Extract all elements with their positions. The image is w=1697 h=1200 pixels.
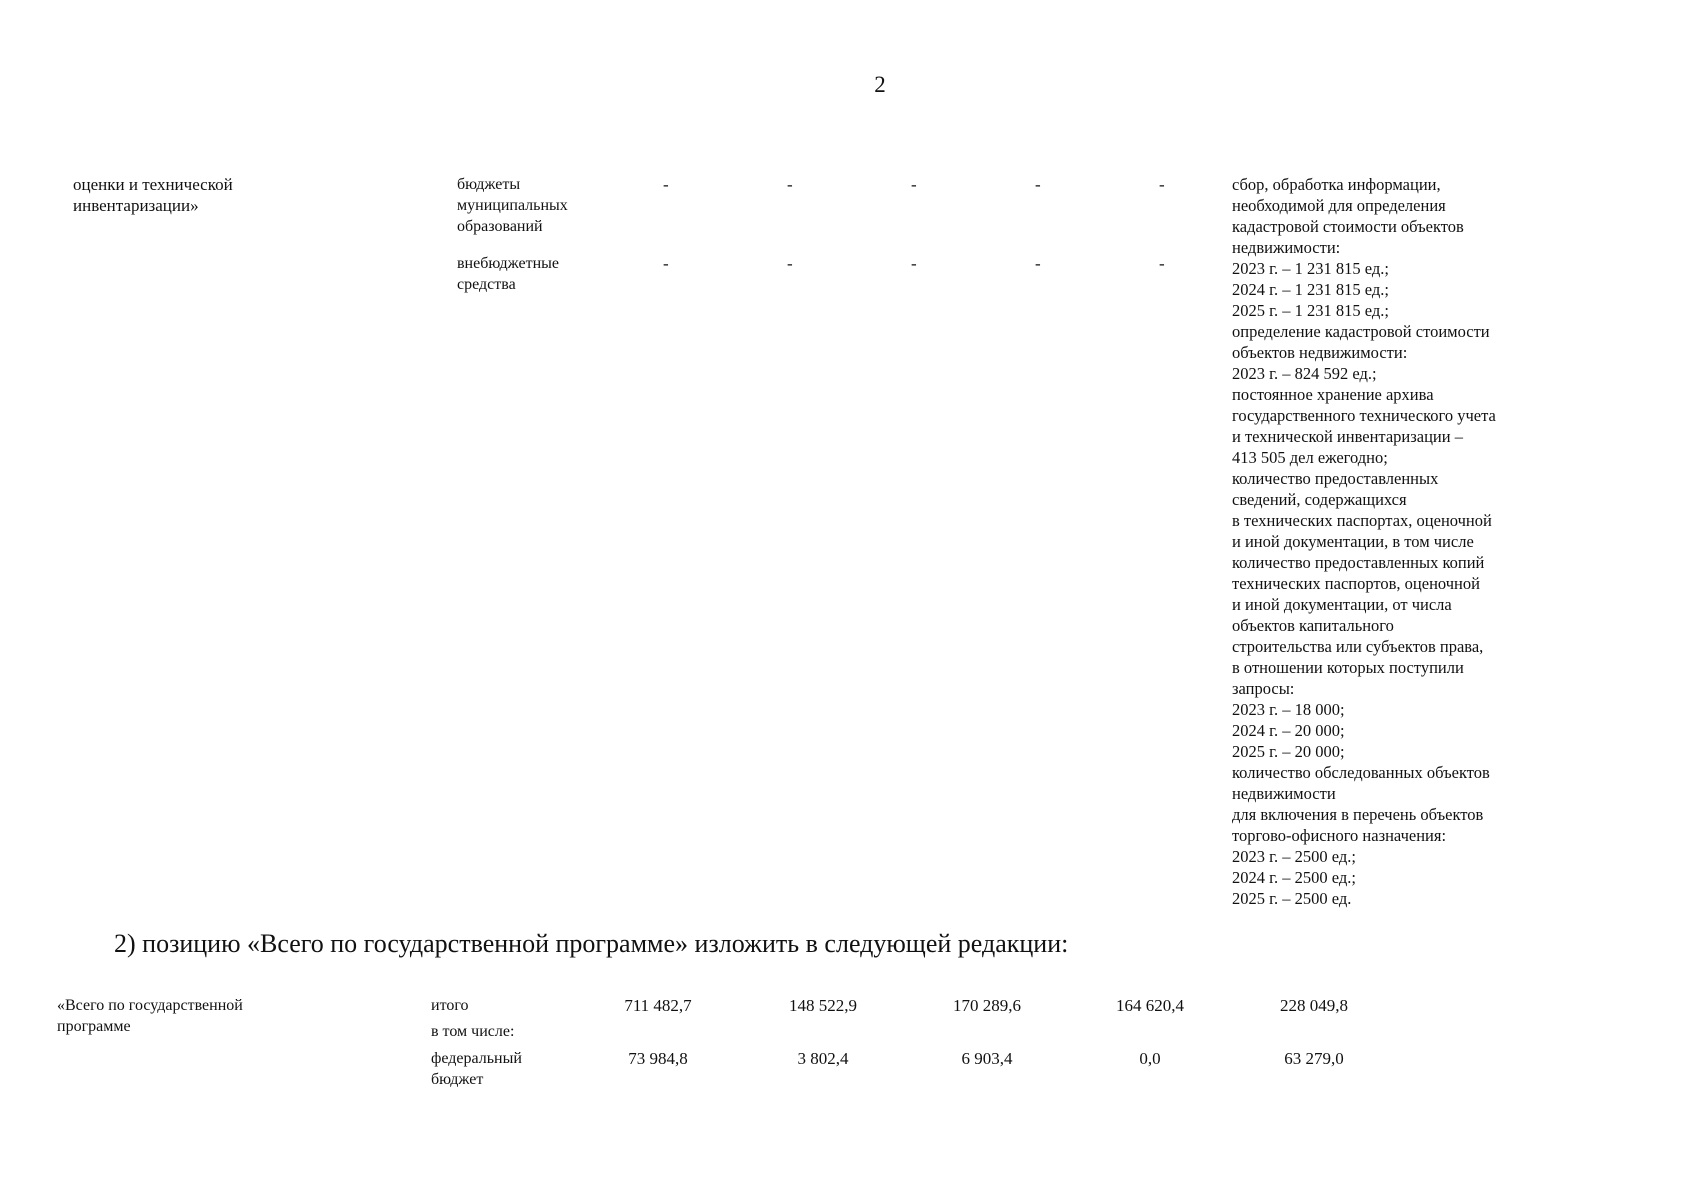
result-line: в технических паспортах, оценочной bbox=[1232, 511, 1492, 530]
federal-value: 0,0 bbox=[1139, 1049, 1161, 1068]
result-line: необходимой для определения bbox=[1232, 196, 1446, 215]
result-line: запросы: bbox=[1232, 679, 1295, 698]
funding-source-total: итого bbox=[431, 997, 469, 1014]
value-cell: - bbox=[663, 175, 669, 194]
result-line: 413 505 дел ежегодно; bbox=[1232, 448, 1388, 467]
result-line: и иной документации, от числа bbox=[1232, 595, 1452, 614]
result-line: постоянное хранение архива bbox=[1232, 385, 1434, 404]
including-label: в том числе: bbox=[431, 1023, 515, 1040]
result-line: 2023 г. – 18 000; bbox=[1232, 700, 1345, 719]
funding-source-line: бюджеты bbox=[457, 176, 521, 193]
result-line: определение кадастровой стоимости bbox=[1232, 322, 1490, 341]
value-cell: - bbox=[787, 175, 793, 194]
result-line: 2025 г. – 20 000; bbox=[1232, 742, 1345, 761]
total-value: 711 482,7 bbox=[624, 996, 692, 1015]
result-line: сбор, обработка информации, bbox=[1232, 175, 1441, 194]
value-cell: - bbox=[663, 254, 669, 273]
result-line: объектов капитального bbox=[1232, 616, 1394, 635]
result-line: кадастровой стоимости объектов bbox=[1232, 217, 1464, 236]
result-line: 2023 г. – 824 592 ед.; bbox=[1232, 364, 1377, 383]
result-line: сведений, содержащихся bbox=[1232, 490, 1407, 509]
result-line: 2024 г. – 2500 ед.; bbox=[1232, 868, 1356, 887]
funding-source-line: внебюджетные bbox=[457, 255, 559, 272]
expected-results bbox=[1232, 174, 1552, 909]
result-line: 2025 г. – 1 231 815 ед.; bbox=[1232, 301, 1389, 320]
item-name bbox=[73, 174, 233, 216]
result-line: строительства или субъектов права, bbox=[1232, 637, 1484, 656]
result-line: 2023 г. – 2500 ед.; bbox=[1232, 847, 1356, 866]
section-heading: 2) позицию «Всего по государственной программе» изложить в следующей редакции: bbox=[114, 929, 1069, 958]
result-line: количество предоставленных bbox=[1232, 469, 1439, 488]
federal-value: 6 903,4 bbox=[961, 1049, 1013, 1068]
funding-source-federal bbox=[431, 1048, 522, 1090]
federal-value: 3 802,4 bbox=[797, 1049, 849, 1068]
value-cell: - bbox=[911, 175, 917, 194]
result-line: 2023 г. – 1 231 815 ед.; bbox=[1232, 259, 1389, 278]
value-cell: - bbox=[787, 254, 793, 273]
federal-value: 73 984,8 bbox=[628, 1049, 688, 1068]
result-line: в отношении которых поступили bbox=[1232, 658, 1464, 677]
value-cell: - bbox=[911, 254, 917, 273]
value-cell: - bbox=[1035, 175, 1041, 194]
result-line: недвижимости: bbox=[1232, 238, 1341, 257]
value-cell: - bbox=[1159, 254, 1165, 273]
page-number: 2 bbox=[874, 72, 886, 97]
value-cell: - bbox=[1035, 254, 1041, 273]
result-line: для включения в перечень объектов bbox=[1232, 805, 1484, 824]
value-cell: - bbox=[1159, 175, 1165, 194]
result-line: количество предоставленных копий bbox=[1232, 553, 1485, 572]
result-line: 2024 г. – 1 231 815 ед.; bbox=[1232, 280, 1389, 299]
funding-source-line: образований bbox=[457, 218, 543, 235]
funding-source-line: бюджет bbox=[431, 1071, 484, 1088]
funding-source-line: средства bbox=[457, 276, 516, 293]
total-value: 228 049,8 bbox=[1280, 996, 1348, 1015]
total-value: 164 620,4 bbox=[1116, 996, 1184, 1015]
federal-value: 63 279,0 bbox=[1284, 1049, 1344, 1068]
funding-source-extrabudgetary bbox=[457, 253, 559, 295]
item-name-line: программе bbox=[57, 1018, 131, 1035]
result-line: государственного технического учета bbox=[1232, 406, 1496, 425]
total-value: 170 289,6 bbox=[953, 996, 1021, 1015]
result-line: количество обследованных объектов bbox=[1232, 763, 1490, 782]
program-total-name bbox=[57, 995, 243, 1037]
item-name-line: «Всего по государственной bbox=[57, 997, 243, 1014]
total-value: 148 522,9 bbox=[789, 996, 857, 1015]
result-line: технических паспортов, оценочной bbox=[1232, 574, 1480, 593]
result-line: и технической инвентаризации – bbox=[1232, 427, 1463, 446]
result-line: объектов недвижимости: bbox=[1232, 343, 1408, 362]
funding-source-municipal bbox=[457, 174, 568, 237]
result-line: 2025 г. – 2500 ед. bbox=[1232, 889, 1352, 908]
item-name-line: инвентаризации» bbox=[73, 196, 199, 215]
result-line: торгово-офисного назначения: bbox=[1232, 826, 1447, 845]
item-name-line: оценки и технической bbox=[73, 175, 233, 194]
funding-source-line: федеральный bbox=[431, 1050, 522, 1067]
result-line: и иной документации, в том числе bbox=[1232, 532, 1474, 551]
funding-source-line: муниципальных bbox=[457, 197, 568, 214]
result-line: недвижимости bbox=[1232, 784, 1336, 803]
result-line: 2024 г. – 20 000; bbox=[1232, 721, 1345, 740]
